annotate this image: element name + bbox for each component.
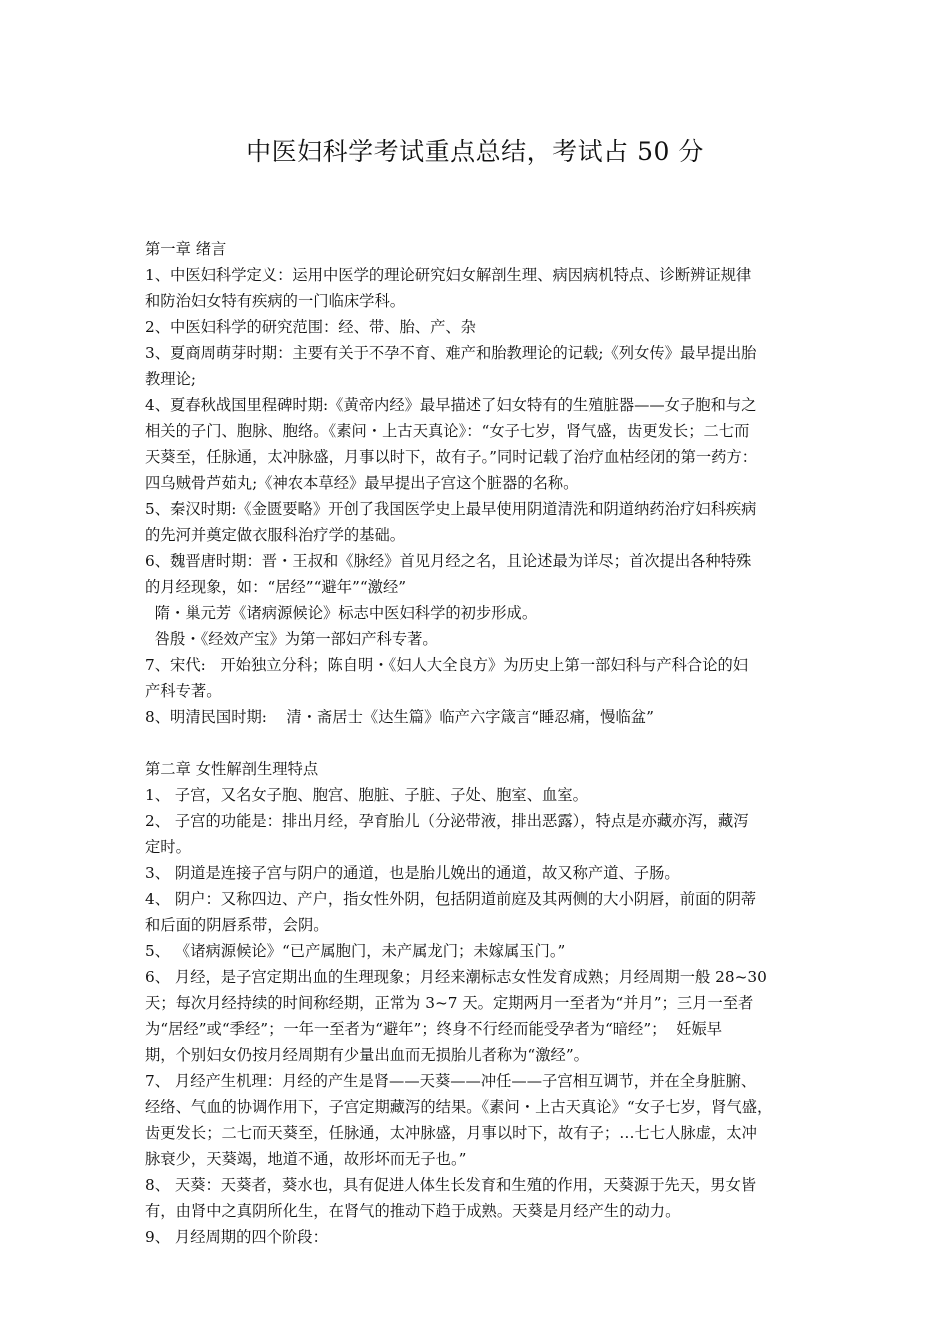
text-line: 5、秦汉时期:《金匮要略》开创了我国医学史上最早使用阴道清洗和阴道纳药治疗妇科疾病 — [145, 500, 757, 518]
text-line: 7、 月经产生机理：月经的产生是肾——天葵——冲任——子宫相互调节，并在全身脏腑、 — [145, 1072, 757, 1090]
document-body — [145, 236, 811, 1250]
text-line: 有，由肾中之真阴所化生，在肾气的推动下趋于成熟。天葵是月经产生的动力。 — [145, 1202, 681, 1220]
text-line: 3、夏商周萌芽时期：主要有关于不孕不育、难产和胎教理论的记载;《列女传》最早提出胎 — [145, 344, 757, 362]
text-line: 9、 月经周期的四个阶段： — [145, 1228, 328, 1246]
text-line: 4、夏春秋战国里程碑时期:《黄帝内经》最早描述了妇女特有的生殖脏器——女子胞和与之 — [145, 396, 757, 414]
text-line: 6、 月经，是子宫定期出血的生理现象；月经来潮标志女性发育成熟；月经周期一般 28~30 — [145, 968, 767, 986]
text-line: 教理论; — [145, 370, 197, 388]
text-line: 第二章 女性解剖生理特点 — [145, 760, 319, 778]
blank-line — [145, 730, 811, 756]
text-line: 四乌贼骨芦茹丸;《神农本草经》最早提出子宫这个脏器的名称。 — [145, 474, 579, 492]
text-line: 第一章 绪言 — [145, 240, 227, 258]
text-line: 经络、气血的协调作用下，子宫定期藏泻的结果。《素问・上古天真论》“女子七岁，肾气盛， — [145, 1098, 773, 1116]
text-line: 齿更发长；二七而天葵至，任脉通，太冲脉盛，月事以时下，故有子；…七七人脉虚，太冲 — [145, 1124, 757, 1142]
text-line: 1、 子宫，又名女子胞、胞宫、胞脏、子脏、子处、胞室、血室。 — [145, 786, 588, 804]
text-line: 6、魏晋唐时期：晋・王叔和《脉经》首见月经之名，且论述最为详尽；首次提出各种特殊 — [145, 552, 752, 570]
text-line: 7、宋代: 开始独立分科；陈自明・《妇人大全良方》为历史上第一部妇科与产科合论的妇 — [145, 656, 749, 674]
text-line: 咎殷・《经效产宝》为第一部妇产科专著。 — [145, 630, 438, 648]
text-line: 8、 天葵：天葵者，葵水也，具有促进人体生长发育和生殖的作用，天葵源于先天，男女皆 — [145, 1176, 757, 1194]
text-line: 隋・巢元芳《诸病源候论》标志中医妇科学的初步形成。 — [145, 604, 538, 622]
text-line: 8、明清民国时期: 清・斋居士《达生篇》临产六字箴言“睡忍痛，慢临盆” — [145, 708, 654, 726]
text-line: 天；每次月经持续的时间称经期，正常为 3~7 天。定期两月一至者为“并月”；三月一至者 — [145, 994, 754, 1012]
document-title: 中医妇科学考试重点总结，考试占 50 分 — [246, 137, 704, 166]
text-line: 定时。 — [145, 838, 191, 856]
text-line: 期，个别妇女仍按月经周期有少量出血而无损胎儿者称为“激经”。 — [145, 1046, 589, 1064]
text-line: 和后面的阴唇系带，会阴。 — [145, 916, 329, 934]
text-line: 的月经现象，如：“居经”“避年”“激经” — [145, 578, 407, 596]
text-line: 的先河并奠定做衣服科治疗学的基础。 — [145, 526, 406, 544]
text-line: 为“居经”或“季经”；一年一至者为“避年”；终身不行经而能受孕者为“暗经”； 妊娠早 — [145, 1020, 723, 1038]
text-line: 2、 子宫的功能是：排出月经，孕育胎儿（分泌带液，排出恶露），特点是亦藏亦泻，藏泻 — [145, 812, 749, 830]
text-line: 4、 阴户：又称四边、产户，指女性外阴，包括阴道前庭及其两侧的大小阴唇，前面的阴蒂 — [145, 890, 757, 908]
text-line: 脉衰少，天葵竭，地道不通，故形坏而无子也。” — [145, 1150, 467, 1168]
text-line: 2、中医妇科学的研究范围：经、带、胎、产、杂 — [145, 318, 476, 336]
text-line: 和防治妇女特有疾病的一门临床学科。 — [145, 292, 406, 310]
text-line: 天葵至，任脉通，太冲脉盛，月事以时下，故有子。”同时记载了治疗血枯经闭的第一药方： — [145, 448, 758, 466]
text-line: 相关的子门、胞脉、胞络。《素问・上古天真论》：“女子七岁，肾气盛，齿更发长；二七而 — [145, 422, 750, 440]
text-line: 1、中医妇科学定义：运用中医学的理论研究妇女解剖生理、病因病机特点、诊断辨证规律 — [145, 266, 752, 284]
text-line: 产科专著。 — [145, 682, 222, 700]
text-line: 3、 阴道是连接子宫与阴户的通道，也是胎儿娩出的通道，故又称产道、子肠。 — [145, 864, 680, 882]
text-line: 5、 《诸病源候论》“已产属胞门，未产属龙门；未嫁属玉门。” — [145, 942, 566, 960]
